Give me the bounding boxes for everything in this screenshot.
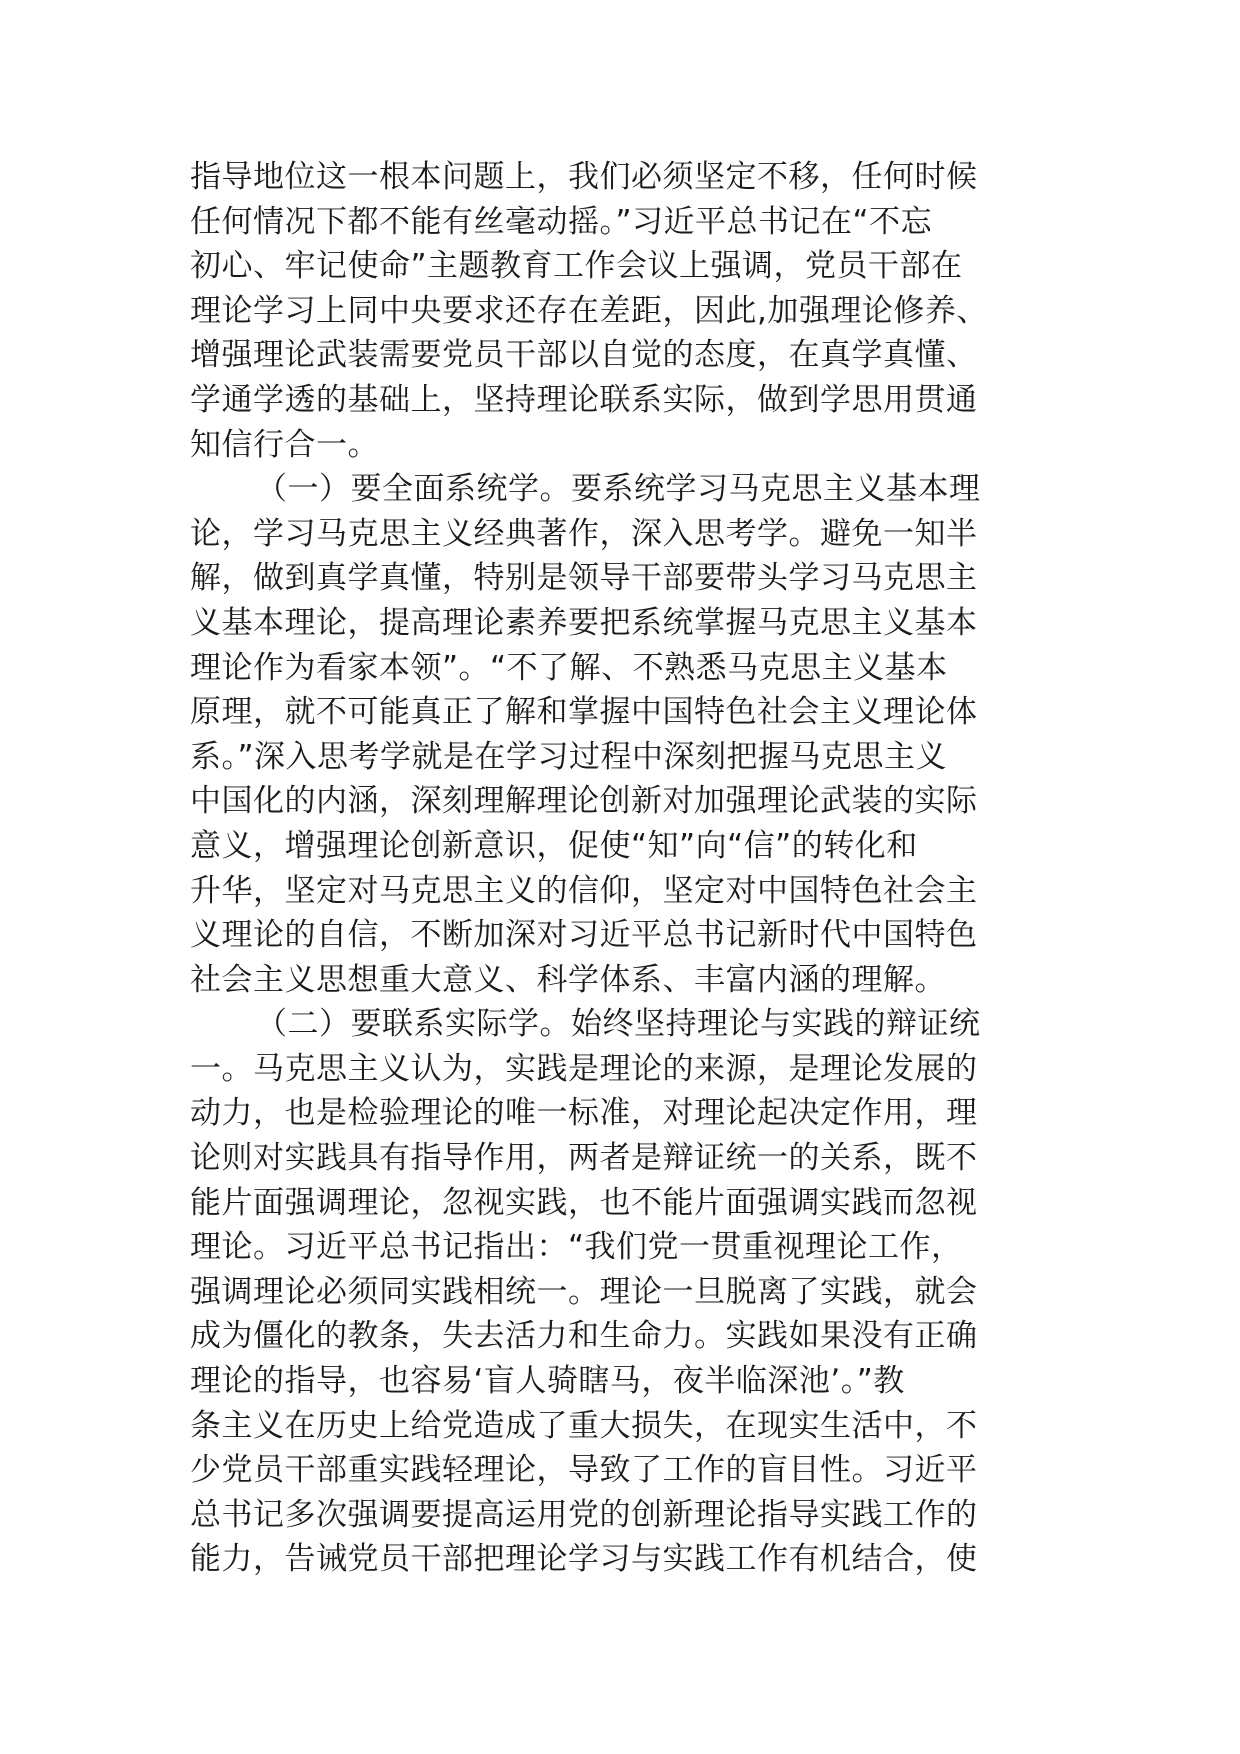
text-line: 成为僵化的教条，失去活力和生命力。实践如果没有正确 xyxy=(190,1318,978,1355)
text-line: 一。马克思主义认为，实践是理论的来源，是理论发展的 xyxy=(190,1050,978,1087)
text-line: 总书记多次强调要提高运用党的创新理论指导实践工作的 xyxy=(190,1496,978,1533)
text-line: 理论。习近平总书记指出：“我们党一贯重视理论工作， xyxy=(190,1229,963,1266)
paragraph-first-line: （一）要全面系统学。要系统学习马克思主义基本理 xyxy=(256,471,981,508)
text-line: 指导地位这一根本问题上，我们必须坚定不移，任何时候 xyxy=(190,159,978,195)
text-line: 条主义在历史上给党造成了重大损失，在现实生活中，不 xyxy=(190,1407,978,1444)
text-line: 能片面强调理论，忽视实践，也不能片面强调实践而忽视 xyxy=(190,1184,978,1221)
text-line: 理论作为看家本领”。“不了解、不熟悉马克思主义基本 xyxy=(190,649,948,686)
text-line: 意义，增强理论创新意识，促使“知”向“信”的转化和 xyxy=(190,827,918,864)
text-line: 动力，也是检验理论的唯一标准，对理论起决定作用，理 xyxy=(190,1095,978,1132)
text-line: 社会主义思想重大意义、科学体系、丰富内涵的理解。 xyxy=(190,961,946,998)
text-line: 中国化的内涵，深刻理解理论创新对加强理论武装的实际 xyxy=(190,783,978,820)
text-line: 理论学习上同中央要求还存在差距，因此,加强理论修养、 xyxy=(190,292,988,329)
text-line: 增强理论武装需要党员干部以自觉的态度，在真学真懂、 xyxy=(190,337,978,374)
text-line: 升华，坚定对马克思主义的信仰，坚定对中国特色社会主 xyxy=(190,872,978,909)
text-line: 系。”深入思考学就是在学习过程中深刻把握马克思主义 xyxy=(190,738,948,775)
text-line: 能力，告诫党员干部把理论学习与实践工作有机结合，使 xyxy=(190,1541,978,1578)
text-line: 义基本理论，提高理论素养要把系统掌握马克思主义基本 xyxy=(190,604,978,641)
text-line: 学通学透的基础上，坚持理论联系实际，做到学思用贯通 xyxy=(190,381,978,418)
text-line: 义理论的自信，不断加深对习近平总书记新时代中国特色 xyxy=(190,917,978,954)
body-text xyxy=(190,155,1060,1582)
paragraph-first-line: （二）要联系实际学。始终坚持理论与实践的辩证统 xyxy=(256,1006,981,1043)
text-line: 原理，就不可能真正了解和掌握中国特色社会主义理论体 xyxy=(190,694,978,731)
text-line: 强调理论必须同实践相统一。理论一旦脱离了实践，就会 xyxy=(190,1273,978,1310)
text-line: 初心、牢记使命”主题教育工作会议上强调，党员干部在 xyxy=(190,248,963,285)
text-line: 解，做到真学真懂，特别是领导干部要带头学习马克思主 xyxy=(190,560,978,597)
text-line: 任何情况下都不能有丝毫动摇。”习近平总书记在“不忘 xyxy=(190,203,933,240)
text-line: 理论的指导，也容易‘盲人骑瞎马，夜半临深池’。”教 xyxy=(190,1363,905,1400)
text-line: 知信行合一。 xyxy=(190,426,379,463)
text-line: 论则对实践具有指导作用，两者是辩证统一的关系，既不 xyxy=(190,1140,978,1177)
text-line: 论，学习马克思主义经典著作，深入思考学。避免一知半 xyxy=(190,515,978,552)
text-line: 少党员干部重实践轻理论，导致了工作的盲目性。习近平 xyxy=(190,1452,978,1489)
